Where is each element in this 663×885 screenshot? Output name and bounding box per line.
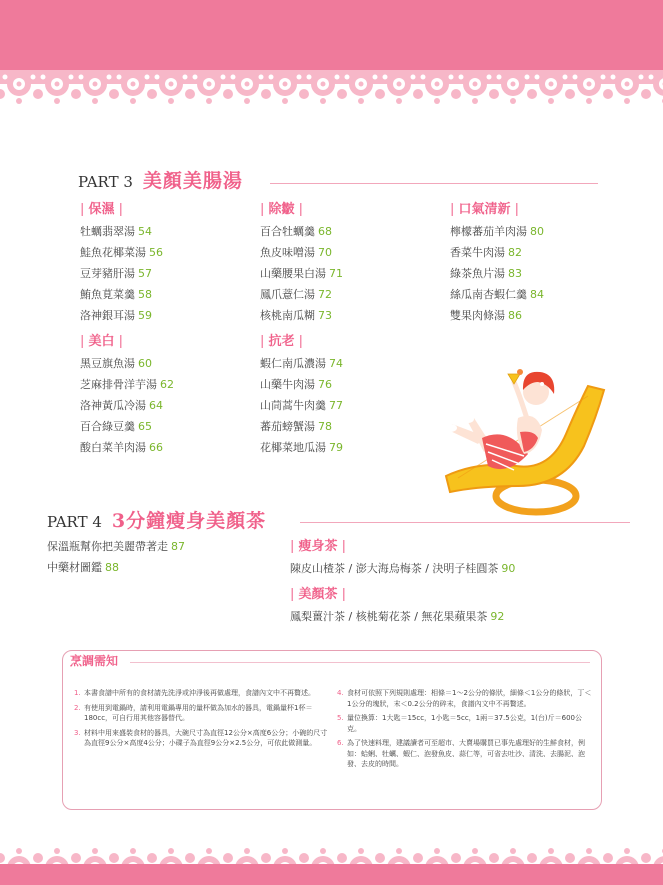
toc-entry[interactable]: 牡蠣翡翠湯 54 bbox=[80, 225, 152, 238]
toc-entry[interactable]: 鮭魚花椰菜湯 56 bbox=[80, 246, 163, 259]
toc-entry[interactable]: 陳皮山楂茶 / 澎大海烏梅茶 / 決明子桂圓茶 90 bbox=[290, 562, 516, 575]
toc-entry[interactable]: 山藥腰果白湯 71 bbox=[260, 267, 343, 280]
group-fresh-breath bbox=[450, 199, 544, 326]
toc-entry[interactable]: 山茼蒿牛肉羹 77 bbox=[260, 399, 343, 412]
toc-entry[interactable]: 魚皮味噌湯 70 bbox=[260, 246, 332, 259]
toc-entry[interactable]: 蝦仁南瓜濃湯 74 bbox=[260, 357, 343, 370]
toc-entry[interactable]: 中藥材圖鑑 88 bbox=[47, 561, 119, 574]
group-anti-wrinkle bbox=[260, 199, 343, 326]
note-item: 4. 食材可依照下列規則處理：相條＝1～2公分的條狀，細條＜1公分的條狀，丁＜1公分的塊狀，末＜0.2公分的碎末，食譜內文中不再贅述。 bbox=[337, 689, 592, 708]
part4-title: 3分鐘瘦身美顏茶 bbox=[111, 510, 267, 532]
toc-entry[interactable]: 洛神銀耳湯 59 bbox=[80, 309, 152, 322]
note-item: 3. 材料中用來盛裝食材的器具，大碗尺寸為直徑12公分×高度6公分；小碗的尺寸為直徑9公分×高度4公分；小碟子為直徑9公分×2.5公分，可依此做測量。 bbox=[74, 728, 328, 747]
toc-entry[interactable]: 雙果肉條湯 86 bbox=[450, 309, 522, 322]
toc-entry[interactable]: 洛神黃瓜冷湯 64 bbox=[80, 399, 163, 412]
group-whitening bbox=[80, 331, 174, 458]
group-beauty-tea bbox=[290, 584, 504, 627]
group-slimming-tea bbox=[290, 536, 515, 579]
toc-entry[interactable]: 芝麻排骨洋芋湯 62 bbox=[80, 378, 174, 391]
notes-right-column bbox=[337, 688, 593, 774]
part4-intro-list bbox=[47, 536, 185, 578]
bottom-pink-band bbox=[0, 864, 663, 885]
group-moisturize bbox=[80, 199, 163, 326]
woman-in-chair-illustration bbox=[438, 326, 628, 516]
toc-entry[interactable]: 花椰菜地瓜湯 79 bbox=[260, 441, 343, 454]
category-label: | 保濕 | bbox=[80, 202, 124, 217]
note-item: 2. 有使用到電鍋時，請利用電鍋專用的量杯做為加水的器具，電鍋量杯1杯＝180cc，可自行用其他容器替代。 bbox=[74, 703, 313, 722]
top-pink-band bbox=[0, 0, 663, 78]
category-label: | 口氣清新 | bbox=[450, 202, 520, 217]
note-item: 5. 量位換算：1大匙＝15cc，1小匙＝5cc，1兩＝37.5公克，1(台)斤＝600公克。 bbox=[337, 714, 582, 733]
notes-left-column bbox=[74, 688, 332, 753]
lace-border-top bbox=[0, 70, 663, 120]
toc-entry[interactable]: 酸白菜羊肉湯 66 bbox=[80, 441, 163, 454]
cooking-notes-title: 烹調需知 bbox=[70, 654, 119, 668]
category-label: | 美顏茶 | bbox=[290, 587, 347, 602]
toc-entry[interactable]: 百合綠豆羹 65 bbox=[80, 420, 152, 433]
toc-entry[interactable]: 鳳爪薏仁湯 72 bbox=[260, 288, 332, 301]
toc-entry[interactable]: 山藥牛肉湯 76 bbox=[260, 378, 332, 391]
cooking-notes-rule bbox=[130, 662, 590, 663]
toc-entry[interactable]: 鳳梨薑汁茶 / 核桃菊花茶 / 無花果蘋果茶 92 bbox=[290, 610, 505, 623]
part4-rule bbox=[300, 522, 630, 523]
category-label: | 瘦身茶 | bbox=[290, 539, 347, 554]
part4-heading bbox=[47, 506, 266, 533]
part3-title: 美顏美腸湯 bbox=[142, 170, 243, 192]
category-label: | 除皺 | bbox=[260, 202, 304, 217]
toc-entry[interactable]: 絲瓜南杏蝦仁羹 84 bbox=[450, 288, 544, 301]
part3-rule bbox=[270, 183, 598, 184]
toc-entry[interactable]: 豆芽豬肝湯 57 bbox=[80, 267, 152, 280]
part3-label: PART 3 bbox=[78, 173, 133, 191]
toc-entry[interactable]: 香菜牛肉湯 82 bbox=[450, 246, 522, 259]
toc-entry[interactable]: 百合牡蠣羹 68 bbox=[260, 225, 332, 238]
part3-heading bbox=[78, 166, 243, 193]
category-label: | 美白 | bbox=[80, 334, 124, 349]
toc-entry[interactable]: 鮪魚莧菜羹 58 bbox=[80, 288, 152, 301]
toc-entry[interactable]: 綠茶魚片湯 83 bbox=[450, 267, 522, 280]
toc-entry[interactable]: 蕃茄螃蟹湯 78 bbox=[260, 420, 332, 433]
group-anti-aging bbox=[260, 331, 343, 458]
category-label: | 抗老 | bbox=[260, 334, 304, 349]
toc-entry[interactable]: 核桃南瓜糊 73 bbox=[260, 309, 332, 322]
toc-entry[interactable]: 保溫瓶幫你把美麗帶著走 87 bbox=[47, 540, 185, 553]
toc-entry[interactable]: 黑豆旗魚湯 60 bbox=[80, 357, 152, 370]
part4-label: PART 4 bbox=[47, 513, 102, 531]
note-item: 6. 為了快速料理，建議讀者可至超市、大賣場購買已事先處理好的生鮮食材，例如：蛤蜊、牡蠣、蝦仁、泡發魚皮、蒜仁等，可省去吐沙、清洗、去腸泥、泡發、去皮的時間。 bbox=[337, 739, 585, 768]
toc-entry[interactable]: 檸檬蕃茄羊肉湯 80 bbox=[450, 225, 544, 238]
note-item: 1. 本書食譜中所有的食材請先洗淨或沖淨後再做處理，食譜內文中不再贅述。 bbox=[74, 689, 315, 697]
